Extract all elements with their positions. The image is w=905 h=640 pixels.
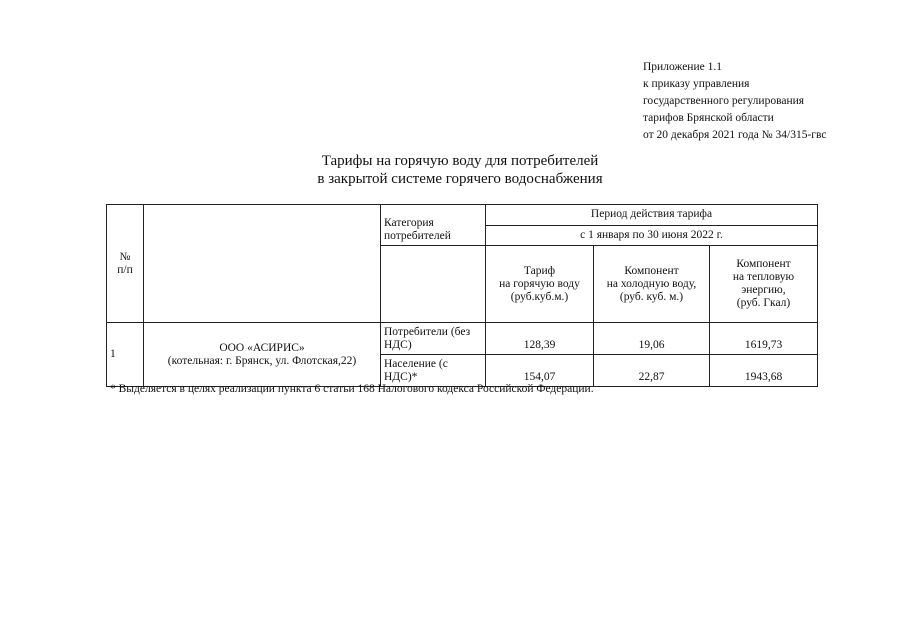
header-org [144, 205, 381, 323]
appendix-line: государственного регулирования [643, 95, 805, 107]
row-organization [144, 323, 381, 387]
header-period: Период действия тарифа [486, 205, 818, 226]
appendix-line: от 20 декабря 2021 года № 34/315-гвс [643, 129, 827, 141]
row-tariff: 154,07 [486, 355, 594, 387]
row-category: Население (с НДС)* [381, 355, 486, 387]
row-cold: 19,06 [594, 323, 710, 355]
header-heat-component: Компонент на тепловую энергию, (руб. Гкал) [710, 246, 818, 323]
header-category: Категория потребителей [381, 205, 486, 246]
appendix-line: к приказу управления [643, 78, 750, 90]
row-heat: 1943,68 [710, 355, 818, 387]
row-cold: 22,87 [594, 355, 710, 387]
table-row [107, 323, 818, 355]
row-category: Потребители (без НДС) [381, 323, 486, 355]
org-detail: (котельная: г. Брянск, ул. Флотская,22) [167, 354, 357, 367]
row-heat: 1619,73 [710, 323, 818, 355]
org-name: ООО «АСИРИС» [219, 341, 305, 354]
tariff-table [106, 204, 818, 387]
header-category-blank [381, 246, 486, 323]
appendix-line: тарифов Брянской области [643, 112, 774, 124]
title-line-2: в закрытой системе горячего водоснабжения [317, 171, 603, 187]
title-line-1: Тарифы на горячую воду для потребителей [321, 153, 599, 169]
document-title [250, 152, 670, 188]
row-num: 1 [107, 323, 144, 387]
header-num: № п/п [107, 205, 144, 323]
header-cold-component: Компонент на холодную воду, (руб. куб. м.) [594, 246, 710, 323]
row-tariff: 128,39 [486, 323, 594, 355]
appendix-line: Приложение 1.1 [643, 61, 722, 73]
header-period-range: с 1 января по 30 июня 2022 г. [486, 225, 818, 246]
appendix-header [643, 59, 826, 144]
header-tariff: Тариф на горячую воду (руб.куб.м.) [486, 246, 594, 323]
footnote: * Выделяется в целях реализации пункта 6 статьи 168 Налогового кодекса Российской Федерации. [110, 383, 594, 395]
